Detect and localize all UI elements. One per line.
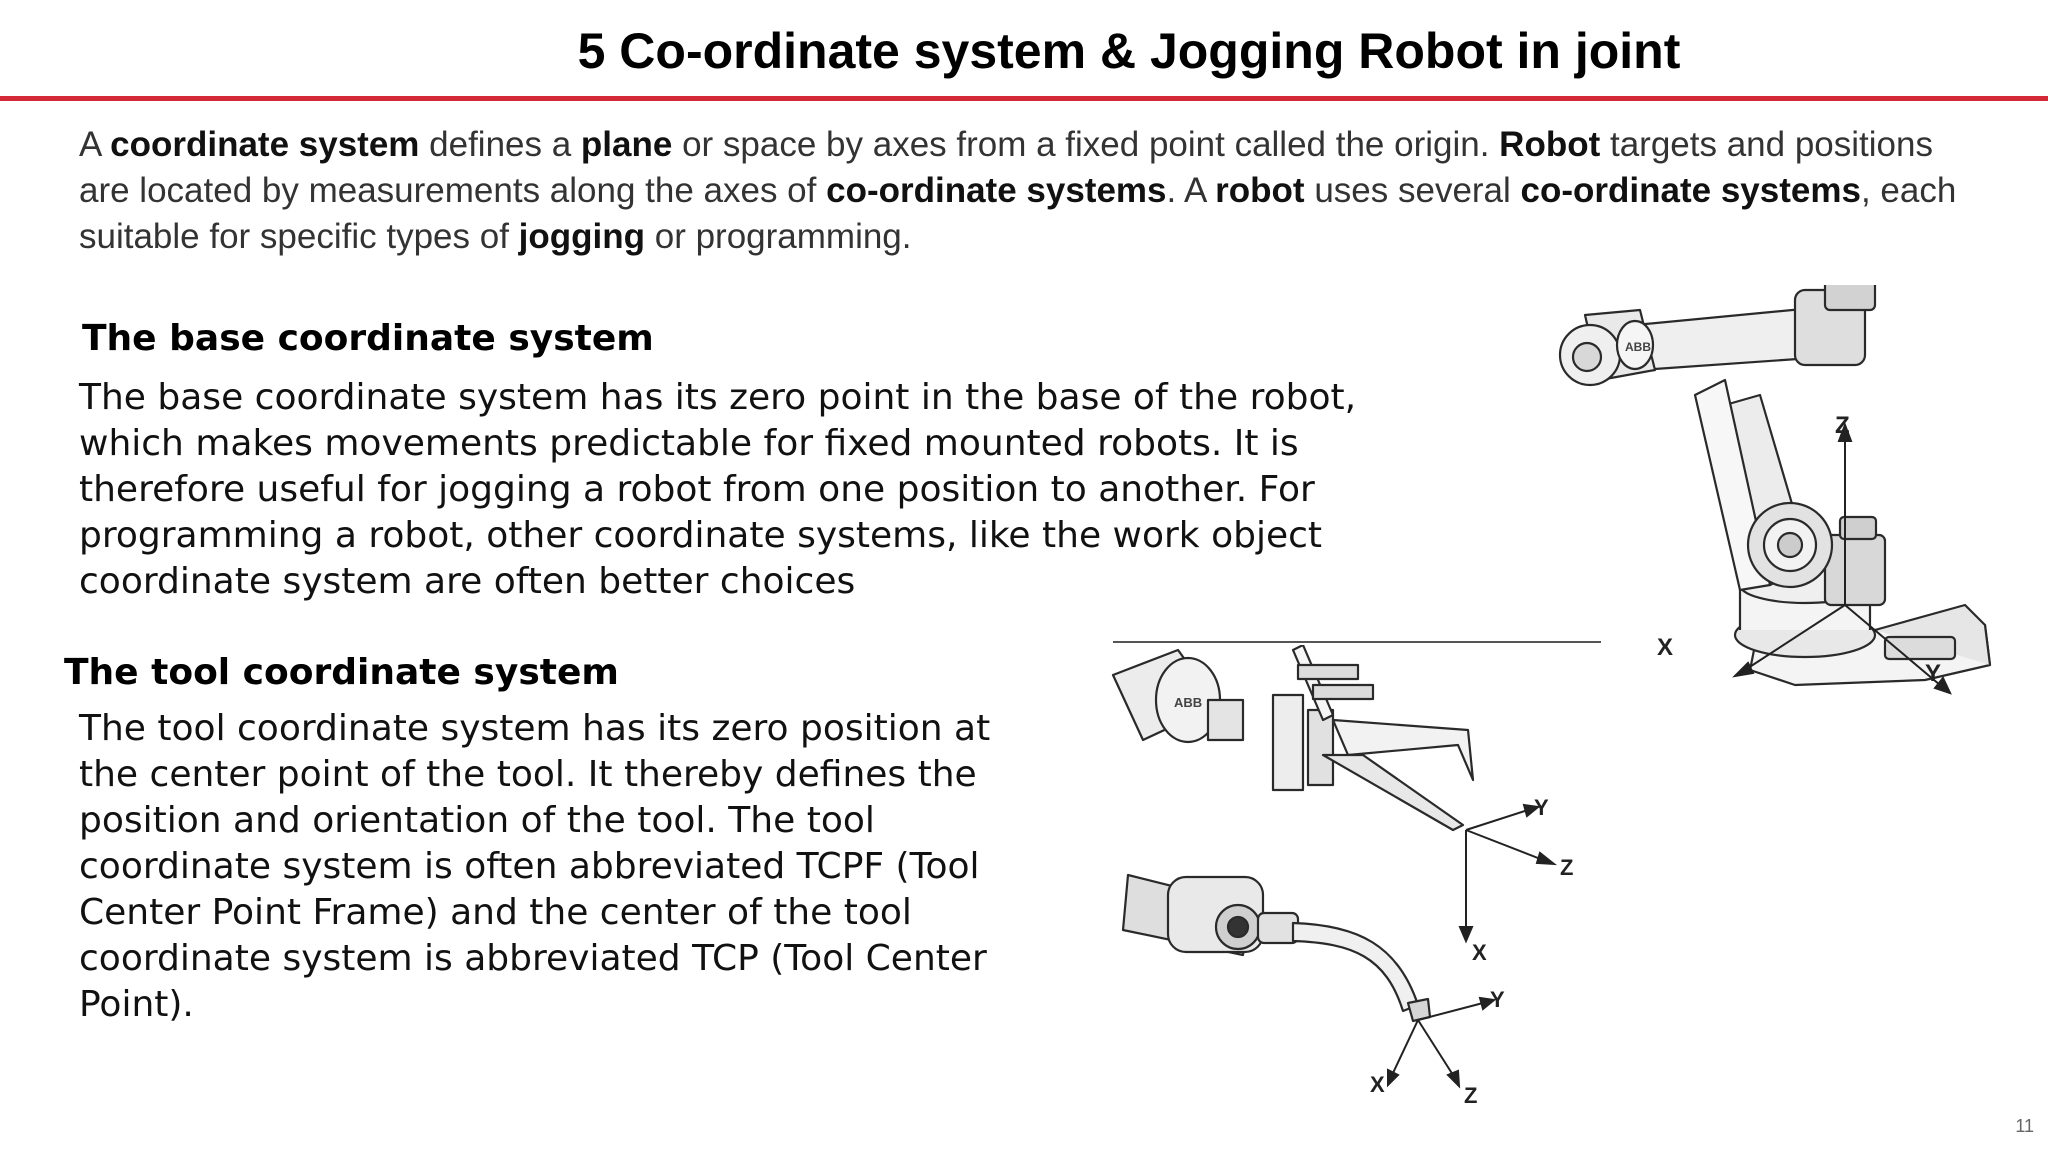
intro-text: defines a bbox=[419, 125, 581, 164]
intro-bold: co-ordinate systems bbox=[1520, 171, 1861, 210]
intro-text: targets and positions are located by measurements along the axes of bbox=[79, 125, 1933, 210]
tool-section-heading: The tool coordinate system bbox=[64, 652, 619, 693]
intro-text: or programming. bbox=[645, 217, 912, 256]
tool-section-paragraph bbox=[79, 706, 1099, 1028]
gripper-axis-x-label: X bbox=[1472, 940, 1487, 965]
intro-text: , each suitable for specific types of bbox=[79, 171, 1957, 256]
intro-text: . A bbox=[1166, 171, 1216, 210]
gripper-axis-y-label: Y bbox=[1534, 795, 1549, 820]
svg-text:ABB: ABB bbox=[1625, 340, 1651, 354]
intro-bold: Robot bbox=[1499, 125, 1601, 164]
tool-line: position and orientation of the tool. The tool bbox=[79, 800, 875, 841]
base-section-paragraph bbox=[79, 375, 1479, 605]
intro-bold: robot bbox=[1215, 171, 1305, 210]
intro-text: or space by axes from a fixed point called the origin. bbox=[672, 125, 1500, 164]
title-divider bbox=[0, 96, 2048, 101]
slide-title: 5 Co-ordinate system & Jogging Robot in joint bbox=[577, 23, 1681, 79]
tool-coordinate-figure bbox=[1108, 645, 1608, 1115]
base-axis-z-label: Z bbox=[1835, 412, 1850, 439]
intro-text: uses several bbox=[1304, 171, 1521, 210]
base-line: coordinate system are often better choices bbox=[79, 561, 856, 602]
base-line: The base coordinate system has its zero point in the base of the robot, bbox=[79, 377, 1357, 418]
torch-axis-z-label: Z bbox=[1464, 1083, 1478, 1108]
gripper-axis-z-label: Z bbox=[1560, 855, 1574, 880]
intro-bold: jogging bbox=[518, 217, 646, 256]
base-line: programming a robot, other coordinate systems, like the work object bbox=[79, 515, 1323, 556]
figure-divider bbox=[1113, 641, 1601, 643]
base-robot-figure bbox=[1545, 285, 2005, 705]
page-number: 11 bbox=[2015, 1116, 2034, 1136]
svg-text:ABB: ABB bbox=[1174, 695, 1203, 710]
tool-line: the center point of the tool. It thereby defines the bbox=[79, 754, 977, 795]
intro-bold: co-ordinate systems bbox=[826, 171, 1167, 210]
base-section-heading: The base coordinate system bbox=[82, 318, 654, 359]
intro-text: A bbox=[79, 125, 111, 164]
base-line: therefore useful for jogging a robot from one position to another. For bbox=[79, 469, 1315, 510]
torch-axis-x-label: X bbox=[1370, 1072, 1385, 1097]
tool-line: coordinate system is abbreviated TCP (Tool Center bbox=[79, 938, 987, 979]
intro-bold: plane bbox=[580, 125, 673, 164]
tool-line: The tool coordinate system has its zero position at bbox=[79, 708, 991, 749]
torch-axis-y-label: Y bbox=[1490, 987, 1505, 1012]
base-line: which makes movements predictable for fixed mounted robots. It is bbox=[79, 423, 1299, 464]
base-axis-y-label: Y bbox=[1925, 660, 1942, 687]
tool-line: coordinate system is often abbreviated TCPF (Tool bbox=[79, 846, 980, 887]
tool-line: Point). bbox=[79, 984, 194, 1025]
base-axis-x-label: X bbox=[1657, 634, 1674, 661]
intro-bold: coordinate system bbox=[110, 125, 420, 164]
intro-paragraph bbox=[79, 122, 1979, 260]
tool-line: Center Point Frame) and the center of the tool bbox=[79, 892, 912, 933]
